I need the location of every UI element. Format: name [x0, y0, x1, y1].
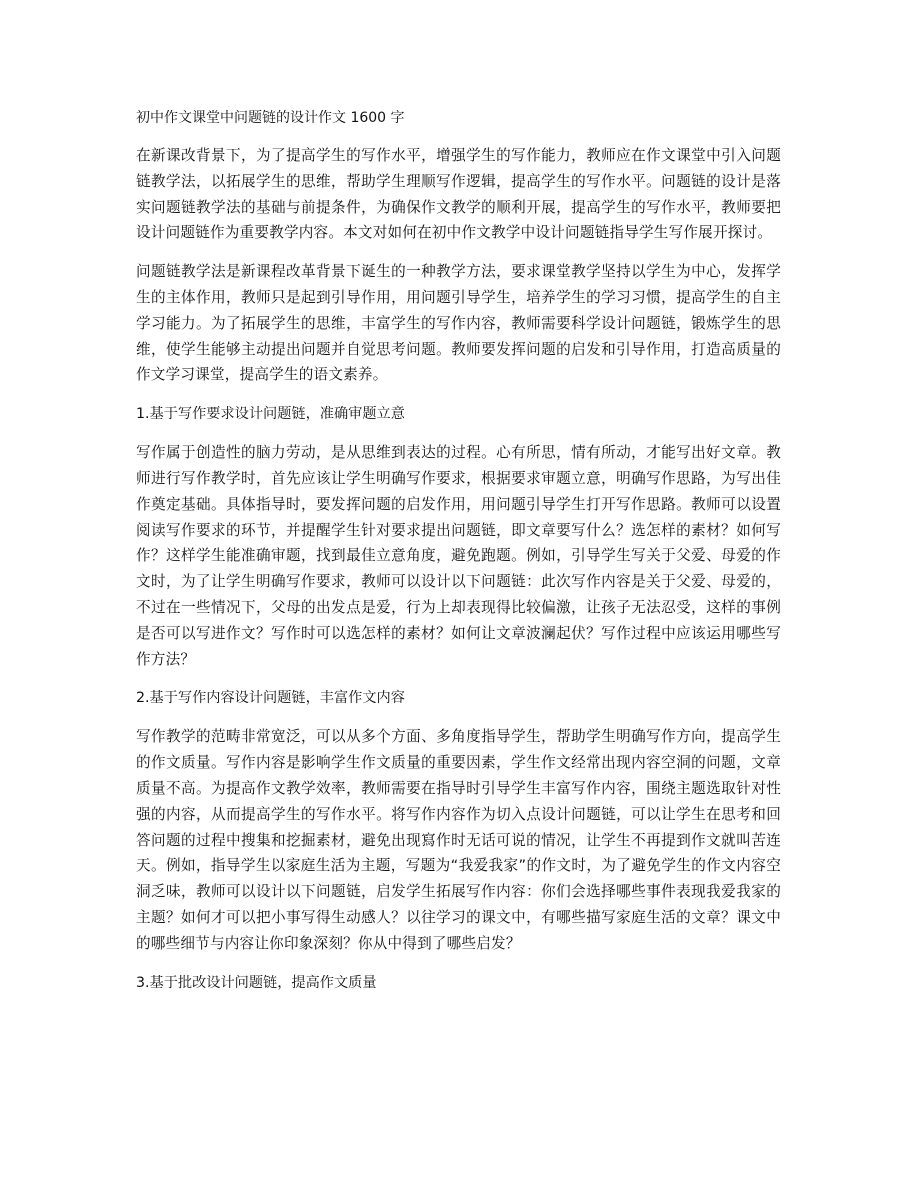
section-heading-3: 3.基于批改设计问题链，提高作文质量	[136, 974, 377, 991]
paragraph-intro: 在新课改背景下，为了提高学生的写作水平，增强学生的写作能力，教师应在作文课堂中引入问题链教学法，以拓展学生的思维，帮助学生理顺写作逻辑，提高学生的写作水平。问题链的设计是落实问题链教学法的基础与前提条件，为确保作文教学的顺利开展，提高学生的写作水平，教师要把设计问题链作为重要教学内容。本文对如何在初中作文教学中设计问题链指导学生写作展开探讨。	[136, 147, 781, 242]
paragraph-method: 问题链教学法是新课程改革背景下诞生的一种教学方法，要求课堂教学坚持以学生为中心，发挥学生的主体作用，教师只是起到引导作用，用问题引导学生，培养学生的学习习惯，提高学生的自主学习能力。为了拓展学生的思维，丰富学生的写作内容，教师需要科学设计问题链，锻炼学生的思维，使学生能够主动提出问题并自觉思考问题。教师要发挥问题的启发和引导作用，打造高质量的作文学习课堂，提高学生的语文素养。	[136, 263, 781, 384]
section-heading-1: 1.基于写作要求设计问题链，准确审题立意	[136, 406, 405, 423]
document-title: 初中作文课堂中问题链的设计作文 1600 字	[136, 110, 405, 126]
paragraph-section-2: 写作教学的范畴非常宽泛，可以从多个方面、多角度指导学生，帮助学生明确写作方向，提高学生的作文质量。写作内容是影响学生作文质量的重要因素，学生作文经常出现内容空洞的问题，文章质量不高。为提高作文教学效率，教师需要在指导时引导学生丰富写作内容，围绕主题选取针对性强的内容，从而提高学生的写作水平。将写作内容作为切入点设计问题链，可以让学生在思考和回答问题的过程中搜集和挖掘素材，避免出现寫作时无话可说的情况，让学生不再提到作文就叫苦连天。例如，指导学生以家庭生活为主题，写题为“我爱我家”的作文时，为了避免学生的作文内容空洞乏味，教师可以设计以下问题链，启发学生拓展写作内容：你们会选择哪些事件表现我爱我家的主题？如何才可以把小事写得生动感人？以往学习的课文中，有哪些描写家庭生活的文章？课文中的哪些细节与内容让你印象深刻？你从中得到了哪些启发？	[136, 728, 781, 952]
document-page	[136, 105, 781, 1009]
paragraph-section-1: 写作属于创造性的脑力劳动，是从思维到表达的过程。心有所思，情有所动，才能写出好文章。教师进行写作教学时，首先应该让学生明确写作要求，根据要求审题立意，明确写作思路，为写出佳作奠定基础。具体指导时，要发挥问题的启发作用，用问题引导学生打开写作思路。教师可以设置阅读写作要求的环节，并提醒学生针对要求提出问题链，即文章要写什么？选怎样的素材？如何写作？这样学生能准确审题，找到最佳立意角度，避免跑题。例如，引导学生写关于父爱、母爱的作文时，为了让学生明确写作要求，教师可以设计以下问题链：此次写作内容是关于父爱、母爱的，不过在一些情况下，父母的出发点是爱，行为上却表现得比较偏激，让孩子无法忍受，这样的事例是否可以写进作文？写作时可以选怎样的素材？如何让文章波澜起伏？写作过程中应该运用哪些写作方法？	[136, 444, 781, 668]
section-heading-2: 2.基于写作内容设计问题链，丰富作文内容	[136, 690, 405, 707]
